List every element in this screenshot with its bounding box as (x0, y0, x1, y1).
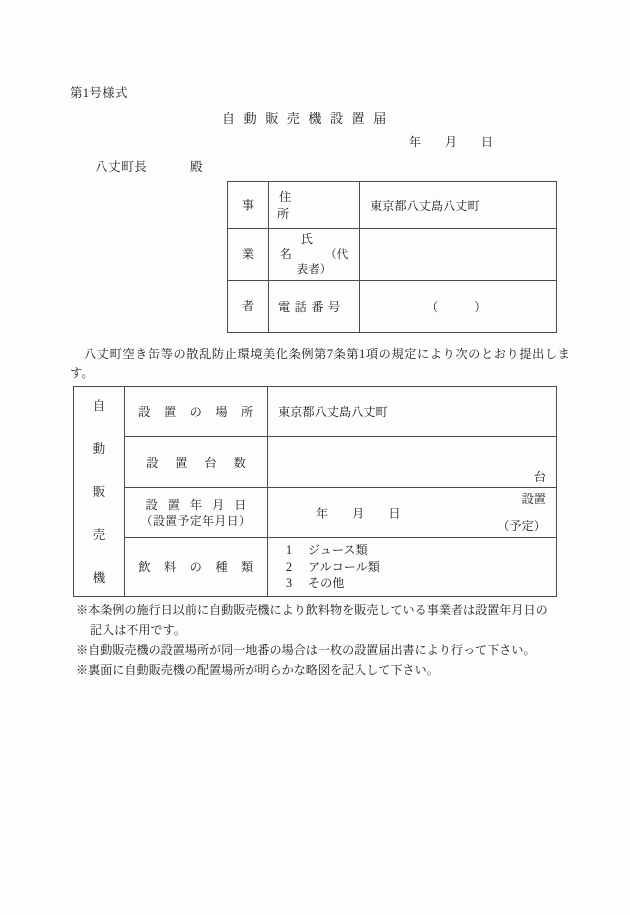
field-value-install-location[interactable] (268, 387, 557, 437)
field-label-install-count (125, 437, 268, 488)
field-label-text (277, 232, 351, 277)
vertical-label-char-3: 販 (92, 485, 106, 500)
field-value-install-date[interactable] (268, 488, 557, 538)
field-value-install-count[interactable] (268, 437, 557, 488)
install-date-note-bottom: （予定） (497, 519, 546, 533)
install-date-note-top: 設置 (521, 492, 546, 506)
option-number: 3 (286, 576, 293, 590)
vending-machine-table (73, 386, 557, 597)
footnote-1-line1: ※本条例の施行日以前に自動販売機により飲料物を販売している事業者は設置年月日の (76, 603, 548, 617)
field-label-text: 設置の場所 (138, 405, 267, 419)
table-row (228, 229, 557, 281)
footnote-2 (76, 640, 576, 660)
field-value-telephone[interactable] (360, 281, 557, 333)
vertical-label-text: 者 (241, 299, 255, 314)
install-date-ymd-line: 年月日 (316, 506, 425, 520)
field-value-beverage-type[interactable] (268, 538, 557, 597)
option-number: 2 (286, 559, 293, 574)
field-value-address[interactable] (360, 182, 557, 229)
field-label-text: 飲料の種類 (138, 560, 267, 575)
vertical-label-char-5: 機 (92, 571, 106, 586)
table-row (228, 281, 557, 333)
option-label: アルコール類 (308, 559, 380, 574)
field-value-text: 東京都八丈島八丈町 (278, 405, 388, 419)
list-item[interactable] (286, 575, 546, 592)
field-label-line2: （代表者） (296, 248, 349, 276)
beverage-option-list (278, 538, 546, 596)
vertical-label-char-4: 売 (92, 528, 106, 543)
footnote-1 (76, 600, 576, 640)
footnote-3 (76, 660, 576, 680)
table-row (228, 182, 557, 229)
applicant-vertical-label-char-2 (228, 229, 269, 281)
open-paren: （ (426, 300, 439, 314)
field-label-install-date (125, 488, 268, 538)
footnote-3-line1: ※裏面に自動販売機の配置場所が明らかな略図を記入して下さい。 (76, 663, 439, 677)
applicant-vertical-label-char-3 (228, 281, 269, 333)
telephone-paren-group (370, 300, 486, 314)
field-label-text: 住所 (277, 190, 322, 221)
field-label-line2: （設置予定年月日） (140, 513, 252, 528)
vertical-label-stack (74, 392, 124, 591)
submission-date-line: 年月日 (409, 135, 518, 149)
applicant-table (227, 181, 557, 333)
field-label-address (269, 182, 360, 229)
vertical-label-char-1: 自 (92, 398, 106, 413)
page-title: 自動販売機設置届 (222, 111, 395, 126)
field-label-text: 設置台数 (146, 455, 263, 470)
footnote-1-line2: 記入は不用です。 (90, 623, 186, 637)
vertical-label-text: 事 (241, 197, 255, 212)
close-paren: ） (474, 300, 487, 314)
field-label-line1: 設置年月日 (145, 497, 257, 512)
field-value-text: 東京都八丈島八丈町 (370, 198, 480, 213)
applicant-vertical-label-char-1 (228, 182, 269, 229)
list-item[interactable] (286, 559, 546, 576)
table-row (74, 387, 557, 437)
field-value-name[interactable] (360, 229, 557, 281)
addressee-name: 八丈町長 (95, 160, 148, 174)
table-row (74, 538, 557, 597)
machine-vertical-label (74, 387, 125, 597)
vertical-label-char-2: 動 (92, 441, 106, 456)
footnote-2-line1: ※自動販売機の設置場所が同一地番の場合は一枚の設置届出書により行って下さい。 (76, 643, 536, 657)
table-row (74, 437, 557, 488)
field-label-line1: 氏名 (279, 232, 344, 261)
field-label-install-location (125, 387, 268, 437)
option-label: ジュース類 (308, 543, 368, 557)
addressee-honorific: 殿 (190, 160, 203, 174)
field-label-text (125, 497, 267, 529)
list-item[interactable] (286, 542, 546, 559)
option-label: その他 (308, 576, 345, 590)
field-label-text: 電話番号 (278, 300, 345, 314)
vertical-label-text: 業 (241, 247, 255, 262)
field-label-beverage-type (125, 538, 268, 597)
form-number: 第1号様式 (70, 86, 128, 100)
field-label-name (269, 229, 360, 281)
field-label-telephone (269, 281, 360, 333)
footnotes (76, 600, 576, 680)
lead-paragraph: 八丈町空き缶等の散乱防止環境美化条例第7条第1項の規定により次のとおり提出します。 (70, 347, 570, 380)
option-number: 1 (286, 543, 293, 557)
table-row (74, 488, 557, 538)
unit-label-dai: 台 (533, 470, 546, 484)
